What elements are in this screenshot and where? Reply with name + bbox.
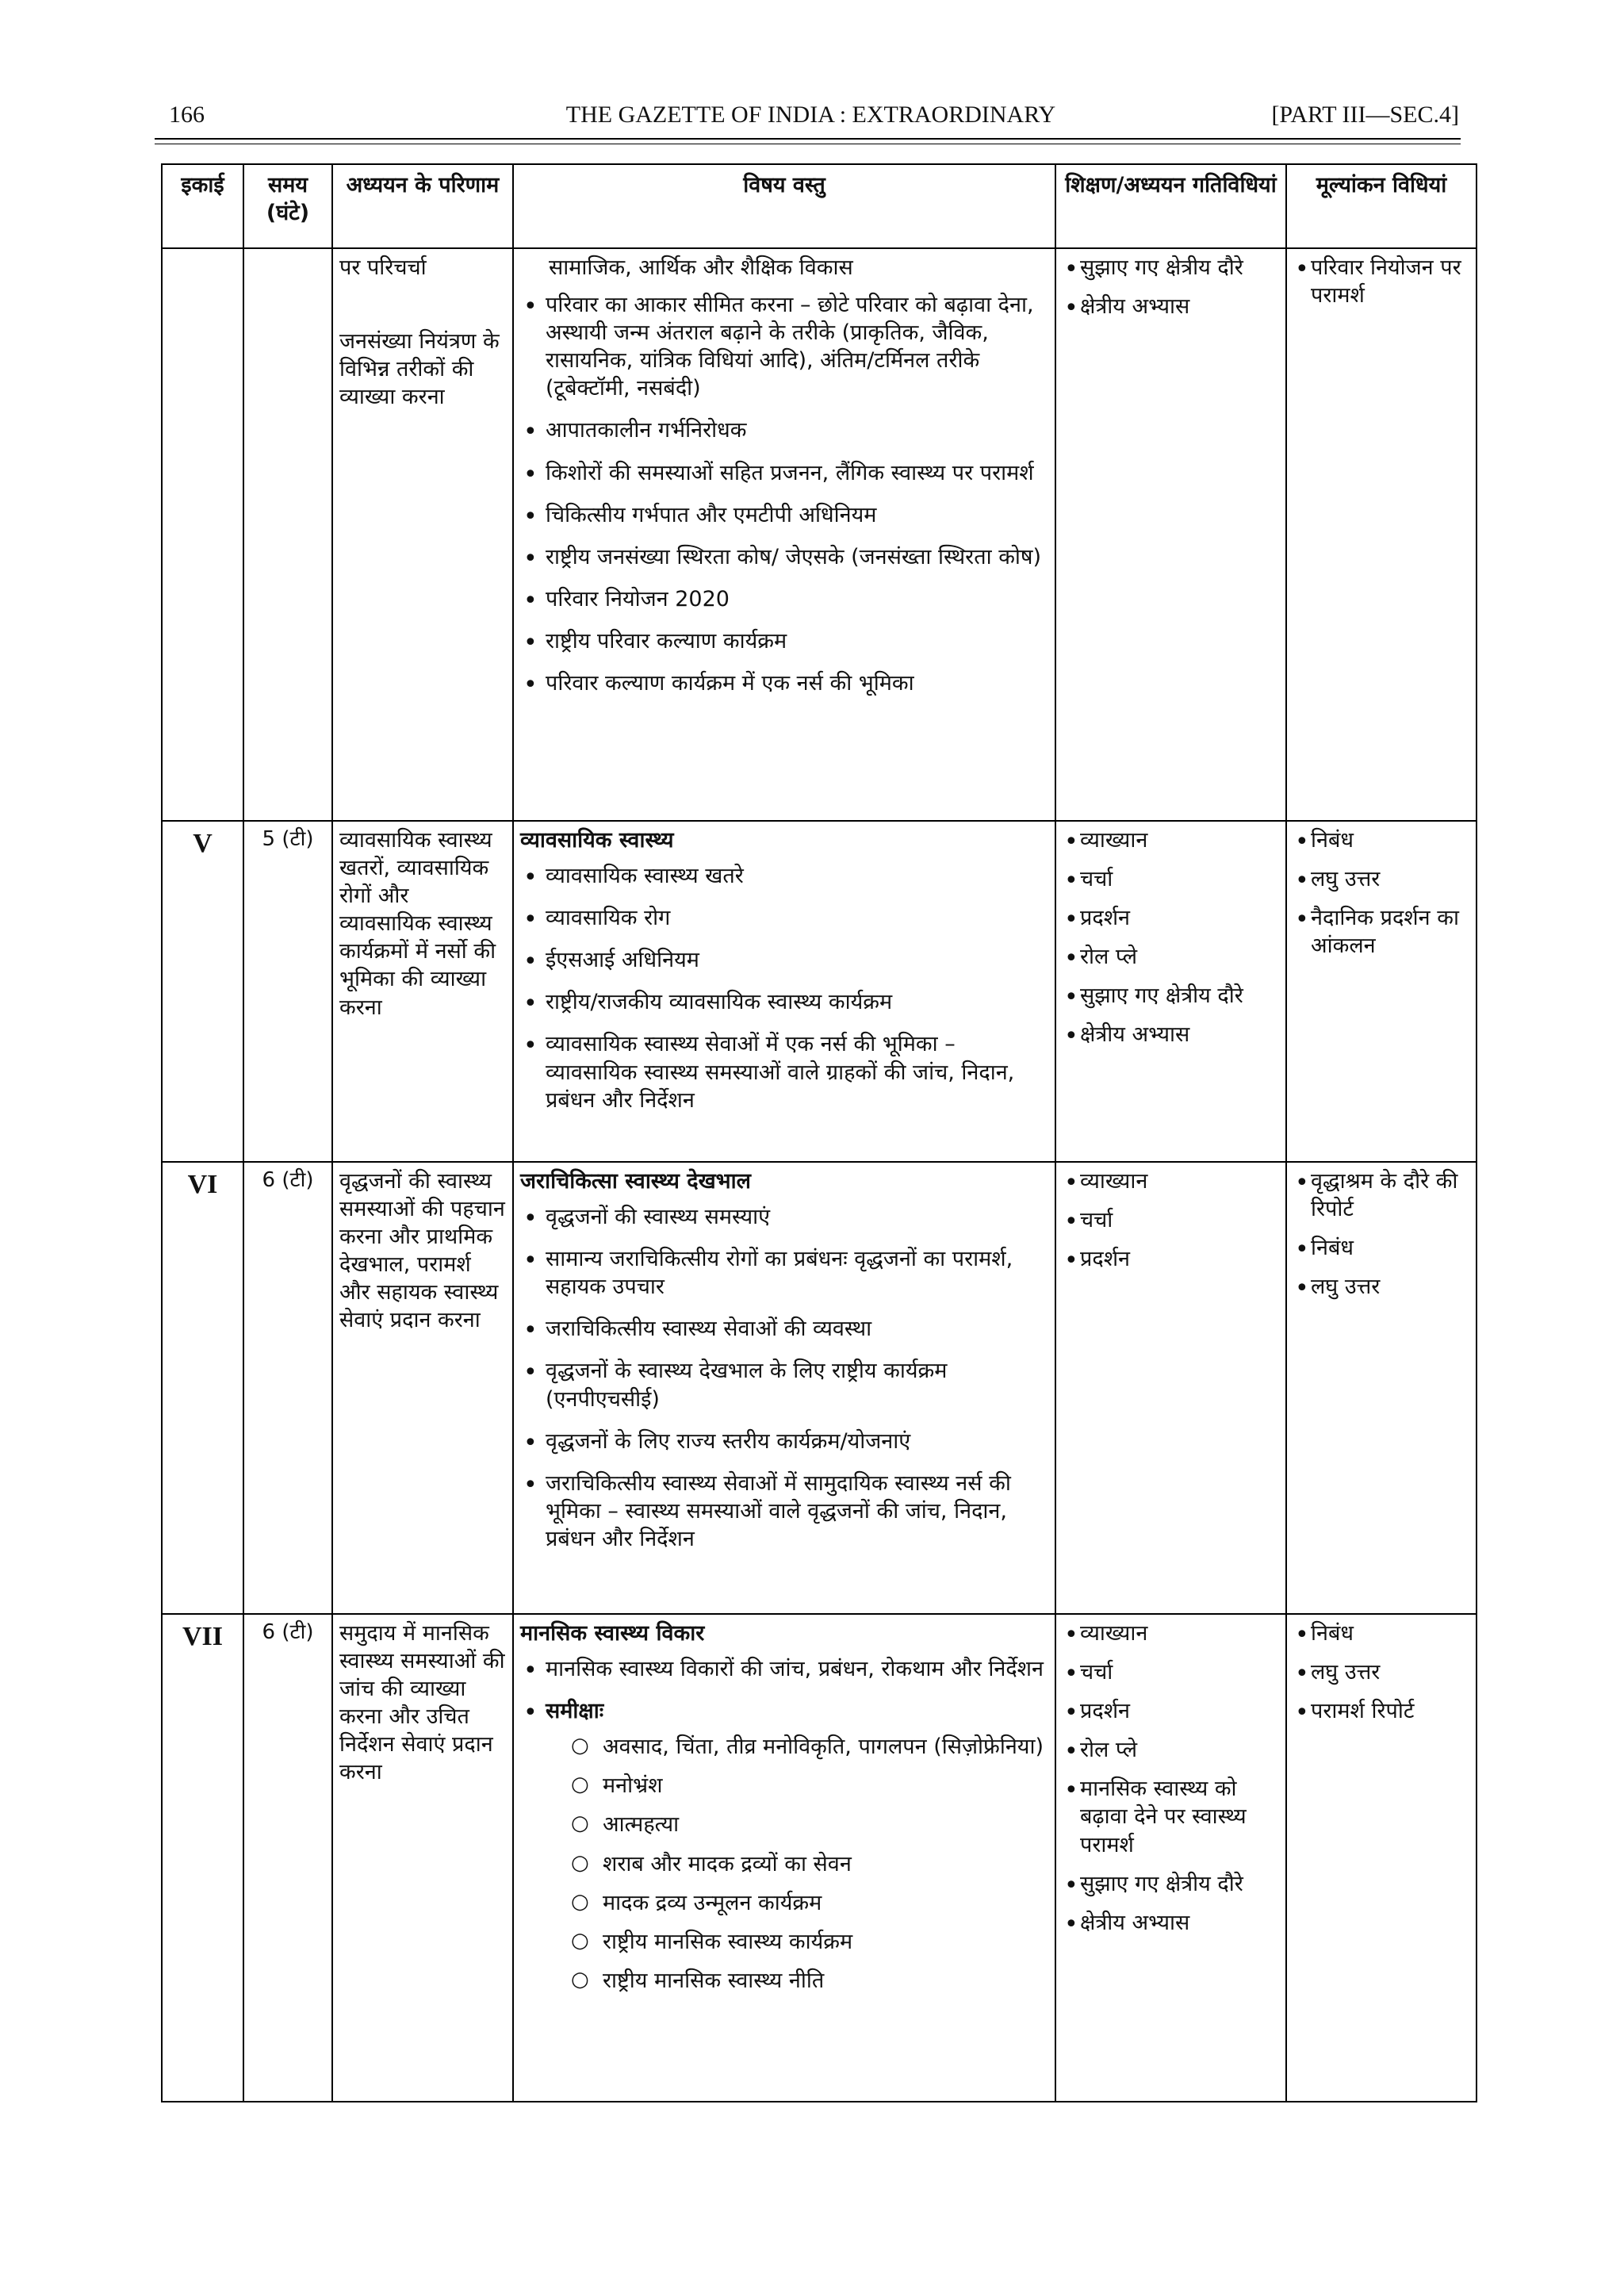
hours-cell: 5 (टी): [243, 821, 332, 1162]
content-title: मानसिक स्वास्थ्य विकार: [520, 1621, 705, 1646]
list-item: • सामान्य जराचिकित्सीय रोगों का प्रबंधनः वृद्धजनों का परामर्श, सहायक उपचार: [520, 1245, 1048, 1301]
unit-cell: V: [162, 821, 243, 1162]
list-item: [520, 1697, 1048, 1995]
content-list: [520, 862, 1048, 1114]
hours-cell: 6 (टी): [243, 1162, 332, 1614]
table-row: [162, 1162, 1477, 1614]
list-item: • राष्ट्रीय परिवार कल्याण कार्यक्रम: [520, 627, 1048, 655]
list-item: • प्रदर्शन: [1063, 904, 1279, 932]
list-item: • वृद्धजनों की स्वास्थ्य समस्याएं: [520, 1203, 1048, 1231]
content-list: [520, 291, 1048, 697]
list-item: • चर्चा: [1063, 865, 1279, 893]
list-item: • ईएसआई अधिनियम: [520, 946, 1048, 974]
sublist-item: ○ राष्ट्रीय मानसिक स्वास्थ्य नीति: [546, 1967, 1048, 1995]
list-item: • राष्ट्रीय/राजकीय व्यावसायिक स्वास्थ्य कार्यक्रम: [520, 988, 1048, 1016]
content-title: व्यावसायिक स्वास्थ्य: [520, 828, 674, 853]
list-item: • परिवार नियोजन 2020: [520, 585, 1048, 613]
list-item: • क्षेत्रीय अभ्यास: [1063, 293, 1279, 320]
list-item: • परिवार का आकार सीमित करना – छोटे परिवार को बढ़ावा देना, अस्थायी जन्म अंतराल बढ़ाने के तरीके (प्राकृतिक, जैविक, रासायनिक, यांत्रिक विधियां आदि), अंतिम/टर्मिनल तरीके (टूबेक्टॉमी, नसबंदी): [520, 291, 1048, 402]
list-item: • वृद्धाश्रम के दौरे की रिपोर्ट: [1293, 1167, 1469, 1223]
sublist-item: ○ आत्महत्या: [546, 1811, 1048, 1838]
list-item: • जराचिकित्सीय स्वास्थ्य सेवाओं की व्यवस्था: [520, 1315, 1048, 1343]
col-header-content: विषय वस्तु: [513, 164, 1055, 248]
list-item: • व्याख्यान: [1063, 1167, 1279, 1195]
list-item: • वृद्धजनों के लिए राज्य स्तरीय कार्यक्रम/योजनाएं: [520, 1428, 1048, 1455]
content-cell: [513, 248, 1055, 821]
sublist-item: ○ अवसाद, चिंता, तीव्र मनोविकृति, पागलपन (सिज़ोफ्रेनिया): [546, 1733, 1048, 1761]
hours-cell: [243, 248, 332, 821]
list-item: • मानसिक स्वास्थ्य को बढ़ावा देने पर स्वास्थ्य परामर्श: [1063, 1775, 1279, 1858]
unit-cell: VII: [162, 1614, 243, 2102]
hours-cell: 6 (टी): [243, 1614, 332, 2102]
content-list: [520, 1203, 1048, 1553]
sublist-item: ○ मादक द्रव्य उन्मूलन कार्यक्रम: [546, 1889, 1048, 1917]
list-item: • व्यावसायिक स्वास्थ्य सेवाओं में एक नर्स की भूमिका – व्यावसायिक स्वास्थ्य समस्याओं वाले ग्राहकों की जांच, निदान, प्रबंधन और निर्देशन: [520, 1030, 1048, 1114]
col-header-outcomes: अध्ययन के परिणाम: [332, 164, 513, 248]
list-item: • चिकित्सीय गर्भपात और एमटीपी अधिनियम: [520, 501, 1048, 529]
unit-cell: VI: [162, 1162, 243, 1614]
content-cell: [513, 1614, 1055, 2102]
list-item: • निबंध: [1293, 826, 1469, 854]
list-item: • प्रदर्शन: [1063, 1697, 1279, 1725]
list-item: • रोल प्ले: [1063, 1736, 1279, 1764]
table-row: [162, 1614, 1477, 2102]
page-header: [163, 97, 1459, 133]
col-header-assessment: मूल्यांकन विधियां: [1286, 164, 1477, 248]
outcome-cell: समुदाय में मानसिक स्वास्थ्य समस्याओं की जांच की व्याख्या करना और उचित निर्देशन सेवाएं प्रदान करना: [332, 1614, 513, 2102]
outcome-cell: व्यावसायिक स्वास्थ्य खतरों, व्यावसायिक रोगों और व्यावसायिक स्वास्थ्य कार्यक्रमों में नर्सो की भूमिका की व्याख्या करना: [332, 821, 513, 1162]
list-item: • क्षेत्रीय अभ्यास: [1063, 1909, 1279, 1937]
list-item: • परामर्श रिपोर्ट: [1293, 1697, 1469, 1725]
assessment-cell: [1286, 1614, 1477, 2102]
outcome-text: जनसंख्या नियंत्रण के विभिन्न तरीकों की व्याख्या करना: [339, 329, 500, 410]
part-section: [PART III—SEC.4]: [1271, 102, 1459, 128]
assessment-cell: [1286, 821, 1477, 1162]
activities-cell: [1055, 821, 1286, 1162]
content-list: [520, 1655, 1048, 1995]
list-item: • रोल प्ले: [1063, 943, 1279, 971]
review-label: समीक्षाः: [546, 1699, 604, 1724]
list-item: • लघु उत्तर: [1293, 865, 1469, 893]
table-header-row: [162, 164, 1477, 248]
assessment-cell: [1286, 248, 1477, 821]
activities-cell: [1055, 248, 1286, 821]
list-item: • नैदानिक प्रदर्शन का आंकलन: [1293, 904, 1469, 960]
col-header-hours: समय (घंटे): [243, 164, 332, 248]
outcome-cell: [332, 248, 513, 821]
list-item: • सुझाए गए क्षेत्रीय दौरे: [1063, 982, 1279, 1010]
list-item: • सुझाए गए क्षेत्रीय दौरे: [1063, 1870, 1279, 1898]
list-item: • लघु उत्तर: [1293, 1658, 1469, 1686]
list-item: • प्रदर्शन: [1063, 1245, 1279, 1273]
list-item: • चर्चा: [1063, 1658, 1279, 1686]
sublist-item: ○ शराब और मादक द्रव्यों का सेवन: [546, 1850, 1048, 1878]
col-header-unit: इकाई: [162, 164, 243, 248]
outcome-text: पर परिचर्चा: [339, 255, 427, 280]
review-sublist: [546, 1733, 1048, 1995]
content-title: जराचिकित्सा स्वास्थ्य देखभाल: [520, 1169, 751, 1194]
gazette-title: THE GAZETTE OF INDIA : EXTRAORDINARY: [565, 102, 1056, 128]
list-item: • व्यावसायिक रोग: [520, 904, 1048, 932]
content-lead: सामाजिक, आर्थिक और शैक्षिक विकास: [549, 255, 853, 280]
list-item: • जराचिकित्सीय स्वास्थ्य सेवाओं में सामुदायिक स्वास्थ्य नर्स की भूमिका – स्वास्थ्य समस्याओं वाले वृद्धजनों की जांच, निदान, प्रबंधन और निर्देशन: [520, 1470, 1048, 1553]
list-item: • किशोरों की समस्याओं सहित प्रजनन, लैंगिक स्वास्थ्य पर परामर्श: [520, 459, 1048, 487]
content-cell: [513, 1162, 1055, 1614]
activities-cell: [1055, 1162, 1286, 1614]
list-item: • व्याख्यान: [1063, 1619, 1279, 1647]
list-item: • परिवार कल्याण कार्यक्रम में एक नर्स की भूमिका: [520, 669, 1048, 697]
list-item: • निबंध: [1293, 1619, 1469, 1647]
list-item: • मानसिक स्वास्थ्य विकारों की जांच, प्रबंधन, रोकथाम और निर्देशन: [520, 1655, 1048, 1683]
list-item: • राष्ट्रीय जनसंख्या स्थिरता कोष/ जेएसके (जनसंख्ता स्थिरता कोष): [520, 543, 1048, 571]
outcome-cell: वृद्धजनों की स्वास्थ्य समस्याओं की पहचान करना और प्राथमिक देखभाल, परामर्श और सहायक स्वास्थ्य सेवाएं प्रदान करना: [332, 1162, 513, 1614]
content-cell: [513, 821, 1055, 1162]
list-item: • व्याख्यान: [1063, 826, 1279, 854]
list-item: • आपातकालीन गर्भनिरोधक: [520, 416, 1048, 444]
table-row: [162, 248, 1477, 821]
table-row: [162, 821, 1477, 1162]
list-item: • क्षेत्रीय अभ्यास: [1063, 1021, 1279, 1048]
syllabus-table: [161, 163, 1477, 2102]
unit-cell: [162, 248, 243, 821]
header-rule: [155, 138, 1461, 140]
page-number: 166: [169, 102, 205, 128]
sublist-item: ○ मनोभ्रंश: [546, 1772, 1048, 1800]
list-item: • चर्चा: [1063, 1206, 1279, 1234]
assessment-cell: [1286, 1162, 1477, 1614]
list-item: • लघु उत्तर: [1293, 1273, 1469, 1301]
col-header-activities: शिक्षण/अध्ययन गतिविधियां: [1055, 164, 1286, 248]
list-item: • सुझाए गए क्षेत्रीय दौरे: [1063, 254, 1279, 282]
activities-cell: [1055, 1614, 1286, 2102]
list-item: • निबंध: [1293, 1234, 1469, 1262]
sublist-item: ○ राष्ट्रीय मानसिक स्वास्थ्य कार्यक्रम: [546, 1928, 1048, 1956]
list-item: • वृद्धजनों के स्वास्थ्य देखभाल के लिए राष्ट्रीय कार्यक्रम (एनपीएचसीई): [520, 1357, 1048, 1412]
list-item: • व्यावसायिक स्वास्थ्य खतरे: [520, 862, 1048, 890]
list-item: • परिवार नियोजन पर परामर्श: [1293, 254, 1469, 309]
